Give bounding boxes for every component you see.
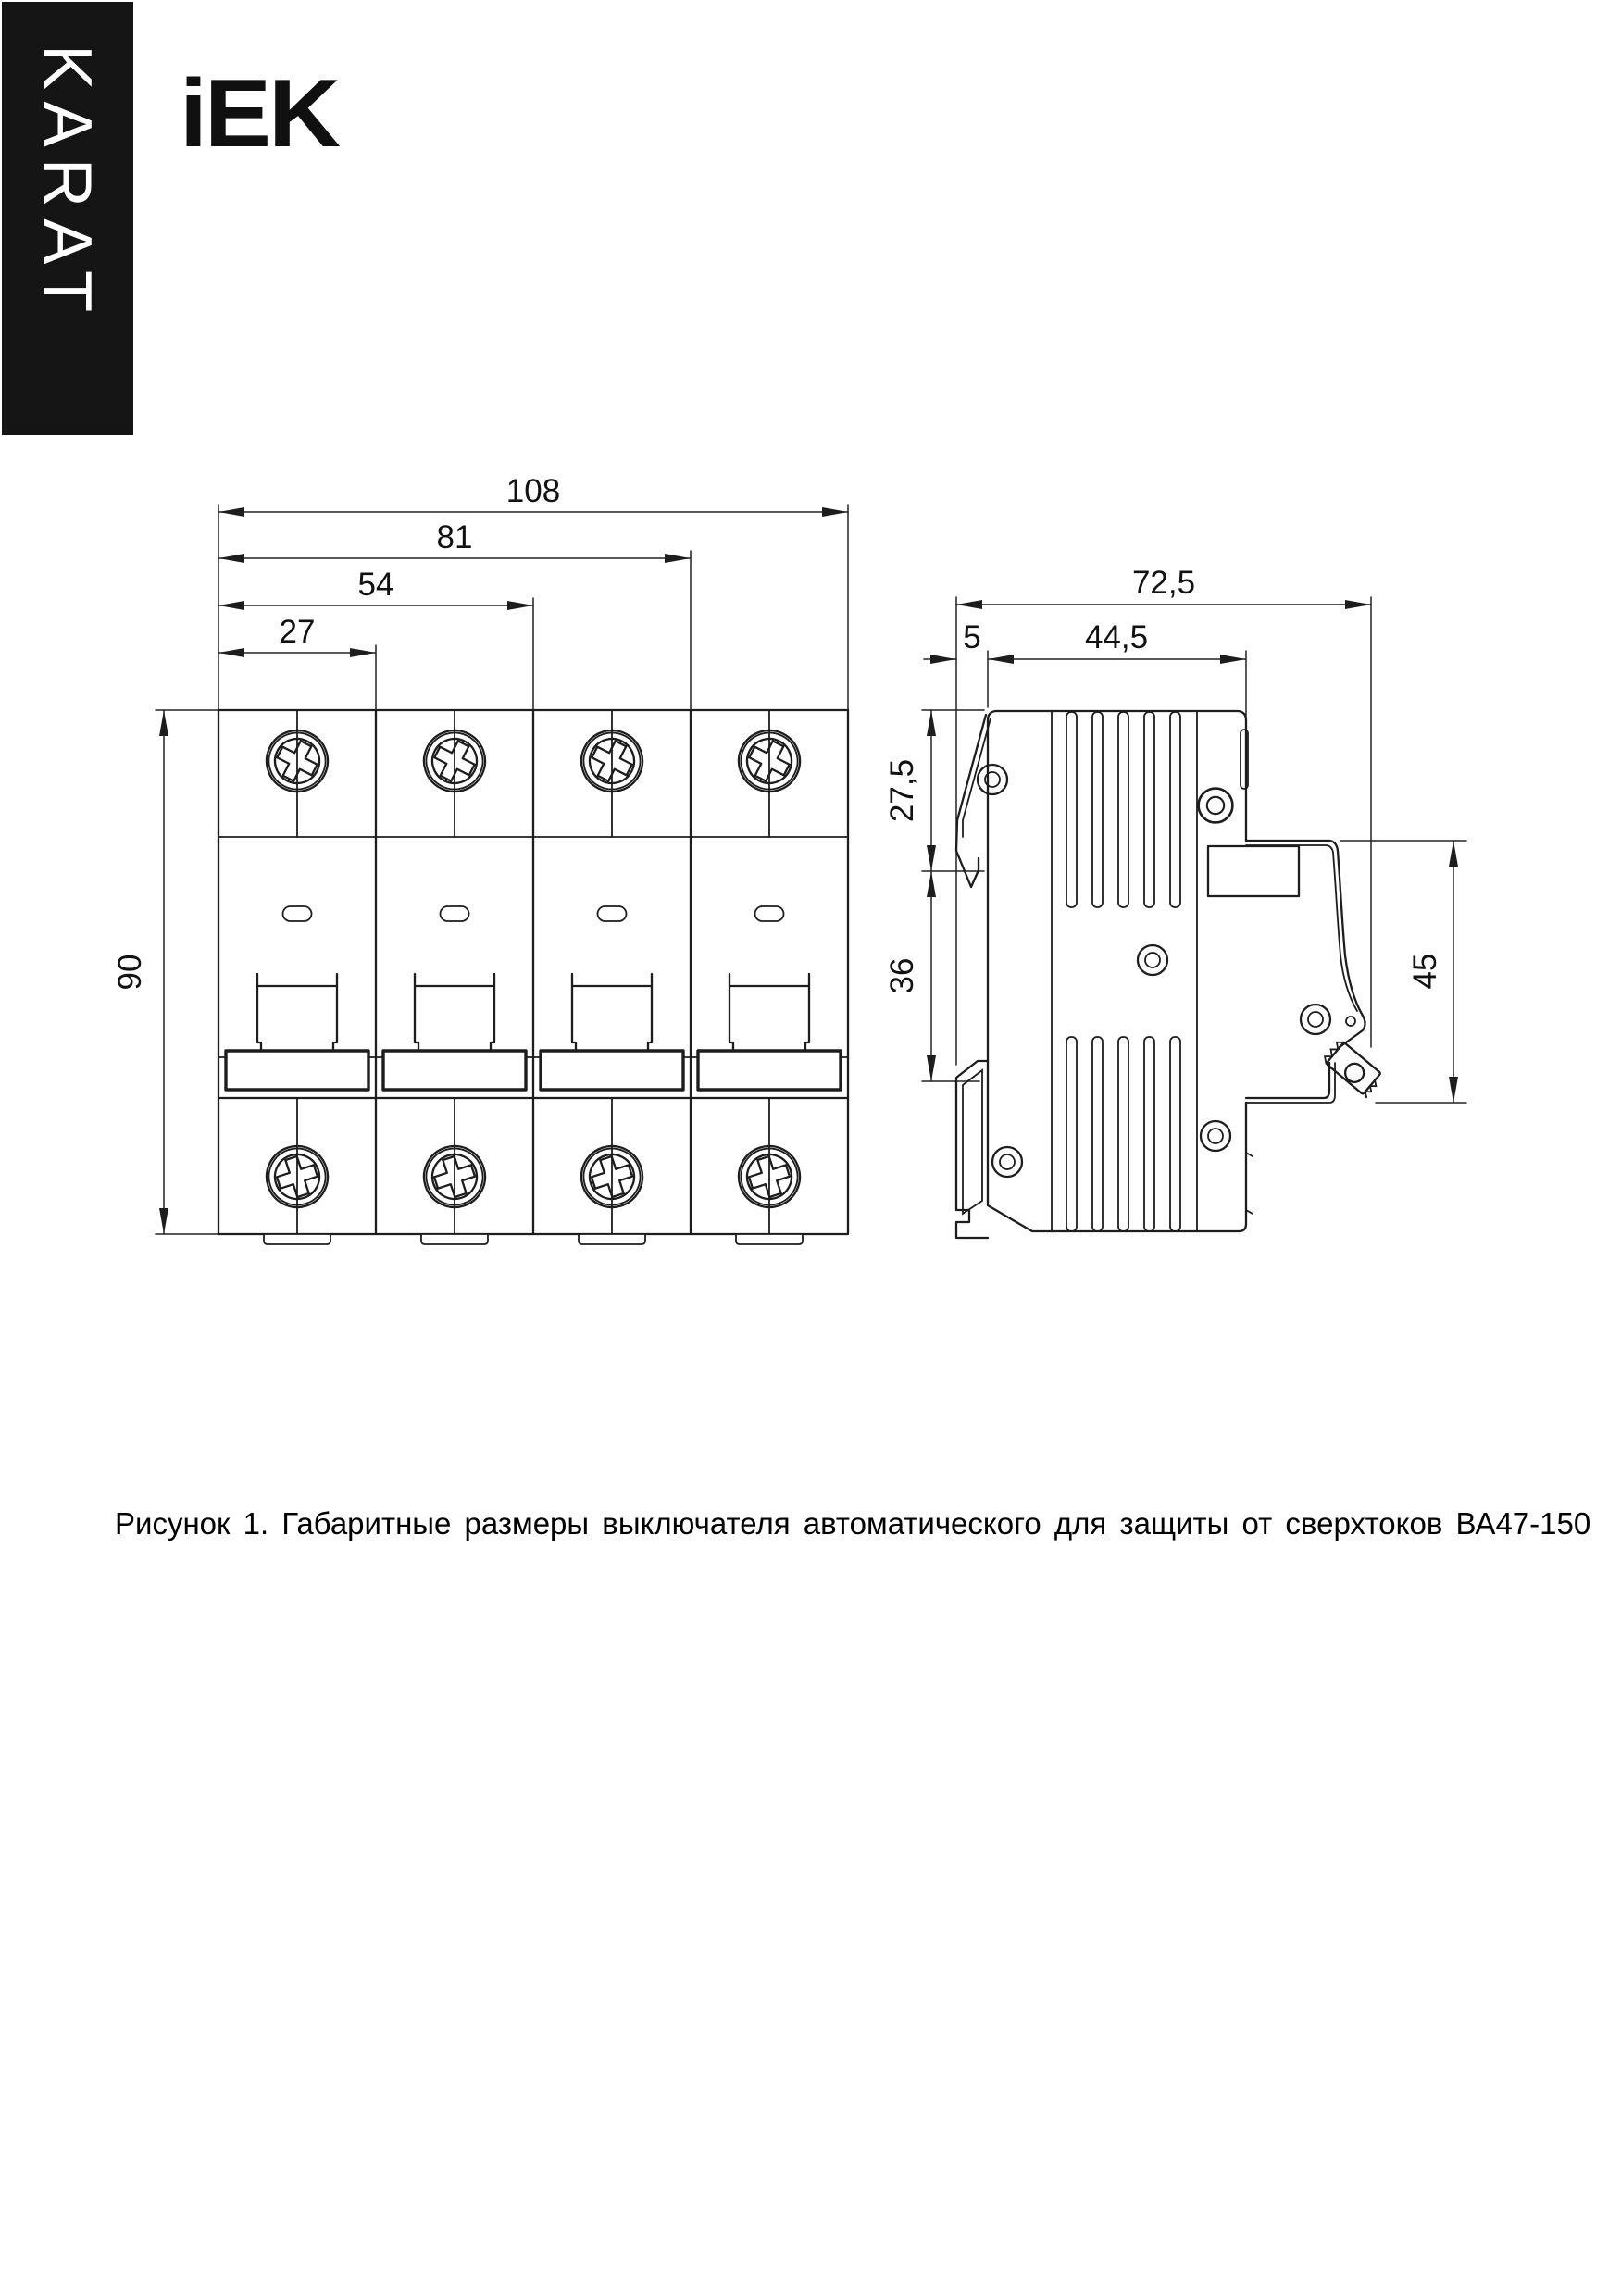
din-release-latch <box>1322 1039 1385 1097</box>
vent-panel <box>1052 711 1197 1231</box>
toggle-lever-side <box>1208 846 1299 896</box>
front-dimension-lines <box>164 512 848 1234</box>
iek-logo: iEK <box>180 60 338 168</box>
dim-label-81: 81 <box>436 519 473 555</box>
dim-label-5: 5 <box>963 619 981 655</box>
front-view <box>112 473 848 1244</box>
figure-caption: Рисунок 1. Габаритные размеры выключателя автоматического для защиты от сверхтоков ВА47-150 <box>115 1506 1591 1541</box>
dim-label-45: 45 <box>1407 953 1443 990</box>
dim-label-90: 90 <box>112 954 148 991</box>
side-view <box>884 565 1466 1238</box>
dim-label-27-5: 27,5 <box>884 758 920 823</box>
dim-label-36: 36 <box>884 957 920 994</box>
dim-label-54: 54 <box>357 567 394 603</box>
dim-label-72-5: 72,5 <box>1131 565 1196 601</box>
front-body <box>218 710 848 1244</box>
side-dimension-arrows <box>927 600 1458 1103</box>
din-clip-foot <box>956 1061 988 1238</box>
dim-label-108: 108 <box>505 473 561 509</box>
side-dimension-lines <box>924 605 1453 1103</box>
din-clip-upper <box>956 715 991 887</box>
side-body <box>956 711 1384 1238</box>
front-dimension-arrows <box>159 507 848 1234</box>
brand-sidebar-label: KARAT <box>29 44 106 324</box>
front-extension-lines <box>156 505 848 1234</box>
dim-label-44-5: 44,5 <box>1084 619 1149 655</box>
side-rivets <box>978 765 1355 1177</box>
front-dimension-labels <box>112 473 560 990</box>
bottom-tabs <box>264 1234 803 1244</box>
side-extension-lines <box>922 597 1466 1103</box>
dim-label-27: 27 <box>279 614 316 650</box>
